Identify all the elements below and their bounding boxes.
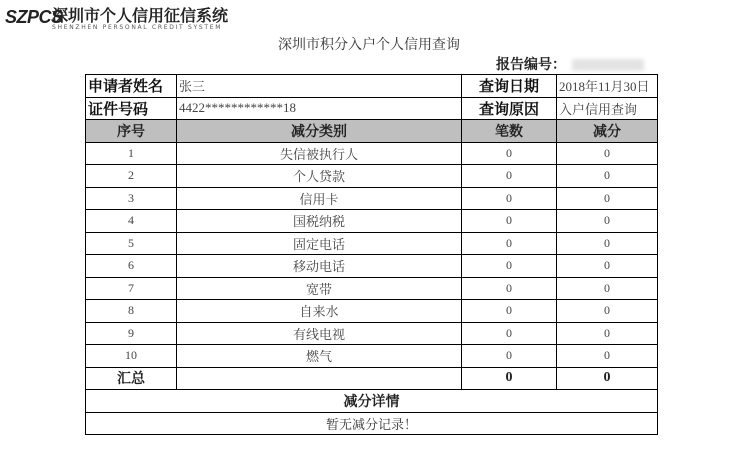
table-row <box>86 255 658 278</box>
row-count: 0 <box>462 277 557 300</box>
logo-mark: SZPCS <box>5 7 63 27</box>
row-number: 7 <box>86 277 177 300</box>
row-number: 10 <box>86 345 177 368</box>
row-count: 0 <box>462 322 557 345</box>
detail-body-row <box>86 412 658 435</box>
table-row <box>86 322 658 345</box>
column-header-category: 减分类别 <box>177 120 462 143</box>
row-number: 3 <box>86 187 177 210</box>
column-header-no: 序号 <box>86 120 177 143</box>
row-deduct: 0 <box>557 142 658 165</box>
row-count: 0 <box>462 345 557 368</box>
id-number-value: 4422************18 <box>177 97 462 120</box>
detail-empty-message: 暂无减分记录！ <box>86 412 658 435</box>
table-header <box>86 120 658 143</box>
row-number: 8 <box>86 300 177 323</box>
query-reason-label: 查询原因 <box>462 97 557 120</box>
query-date-label: 查询日期 <box>462 75 557 98</box>
total-count: 0 <box>462 367 557 390</box>
table-row <box>86 142 658 165</box>
column-header-count: 笔数 <box>462 120 557 143</box>
report-number <box>496 54 644 74</box>
row-category: 失信被执行人 <box>177 142 462 165</box>
row-deduct: 0 <box>557 255 658 278</box>
report-number-redacted <box>572 59 644 71</box>
report-number-label: 报告编号： <box>496 57 566 73</box>
query-reason-value: 入户信用查询 <box>557 97 658 120</box>
query-date-value: 2018年11月30日 <box>557 75 658 98</box>
row-category: 国税纳税 <box>177 210 462 233</box>
row-number: 1 <box>86 142 177 165</box>
table-row <box>86 300 658 323</box>
applicant-row-2 <box>86 97 658 120</box>
row-number: 9 <box>86 322 177 345</box>
row-category: 宽带 <box>177 277 462 300</box>
row-deduct: 0 <box>557 345 658 368</box>
detail-title-row <box>86 390 658 413</box>
row-deduct: 0 <box>557 210 658 233</box>
row-count: 0 <box>462 300 557 323</box>
row-number: 5 <box>86 232 177 255</box>
row-count: 0 <box>462 142 557 165</box>
row-category: 个人贷款 <box>177 165 462 188</box>
detail-title: 减分详情 <box>86 390 658 413</box>
applicant-name-value: 张三 <box>177 75 462 98</box>
table-row <box>86 165 658 188</box>
row-count: 0 <box>462 187 557 210</box>
total-label: 汇总 <box>86 367 177 390</box>
row-count: 0 <box>462 255 557 278</box>
applicant-row-1 <box>86 75 658 98</box>
row-count: 0 <box>462 232 557 255</box>
table-row <box>86 187 658 210</box>
logo-name-en: SHENZHEN PERSONAL CREDIT SYSTEM <box>52 24 223 31</box>
row-number: 4 <box>86 210 177 233</box>
row-count: 0 <box>462 210 557 233</box>
row-number: 6 <box>86 255 177 278</box>
applicant-name-label: 申请者姓名 <box>86 75 177 98</box>
column-header-deduct: 减分 <box>557 120 658 143</box>
row-category: 固定电话 <box>177 232 462 255</box>
row-deduct: 0 <box>557 322 658 345</box>
credit-report-table <box>85 74 658 435</box>
logo-name-cn: 深圳市个人信用征信系统 <box>52 6 229 25</box>
deduction-rows <box>86 142 658 367</box>
row-deduct: 0 <box>557 277 658 300</box>
page-title: 深圳市积分入户个人信用查询 <box>278 37 460 53</box>
row-category: 有线电视 <box>177 322 462 345</box>
total-deduct: 0 <box>557 367 658 390</box>
table-row <box>86 345 658 368</box>
total-blank <box>177 367 462 390</box>
row-deduct: 0 <box>557 187 658 210</box>
row-category: 燃气 <box>177 345 462 368</box>
row-deduct: 0 <box>557 165 658 188</box>
table-row <box>86 277 658 300</box>
row-category: 信用卡 <box>177 187 462 210</box>
row-count: 0 <box>462 165 557 188</box>
table-row <box>86 232 658 255</box>
id-number-label: 证件号码 <box>86 97 177 120</box>
total-row <box>86 367 658 390</box>
row-number: 2 <box>86 165 177 188</box>
row-deduct: 0 <box>557 232 658 255</box>
row-deduct: 0 <box>557 300 658 323</box>
table-row <box>86 210 658 233</box>
row-category: 移动电话 <box>177 255 462 278</box>
row-category: 自来水 <box>177 300 462 323</box>
